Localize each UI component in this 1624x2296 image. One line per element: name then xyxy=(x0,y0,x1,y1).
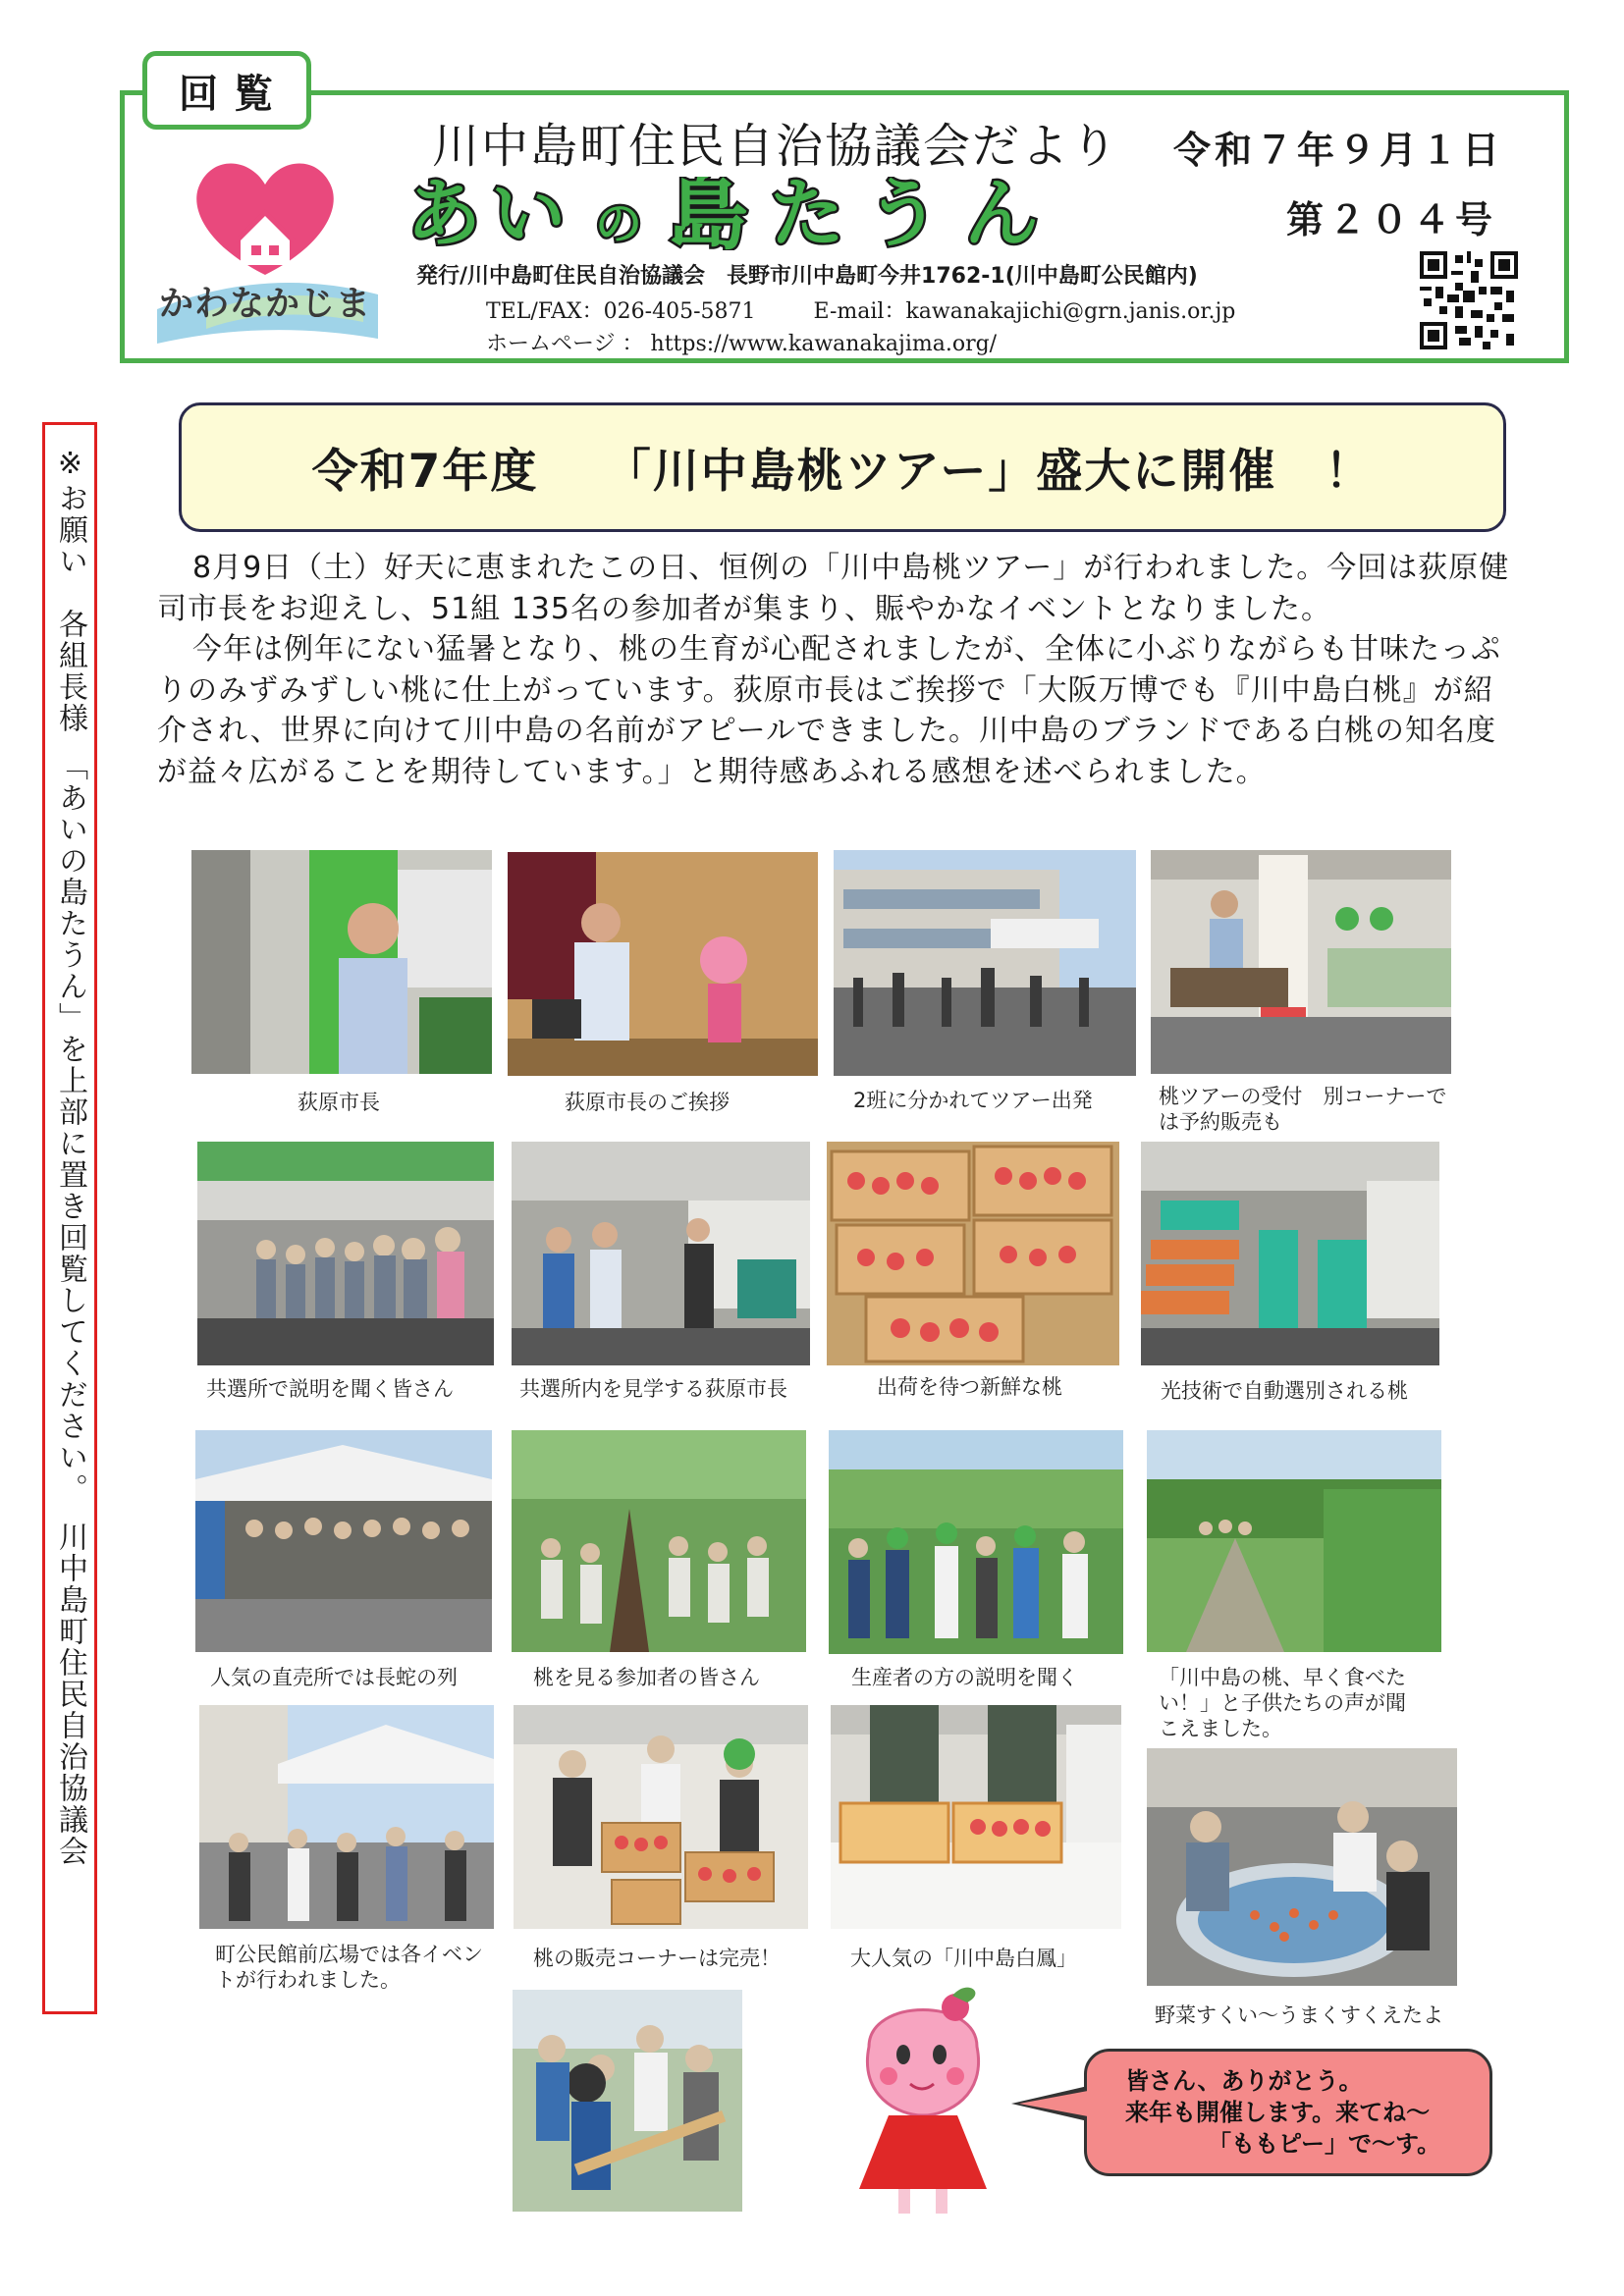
photo-caption: 桃を見る参加者の皆さん xyxy=(533,1666,760,1689)
nameplate-logotype xyxy=(405,177,1259,250)
issue-number: 第２０４号 xyxy=(1286,198,1498,241)
svg-text:ん: ん xyxy=(964,177,1039,250)
svg-text:う: う xyxy=(866,177,941,250)
photo-caption: 出荷を待つ新鮮な桃 xyxy=(877,1375,1062,1399)
issue-date: 令和７年９月１日 xyxy=(1173,129,1504,172)
svg-text:た: た xyxy=(770,177,844,250)
photo-children-orchard xyxy=(1147,1430,1441,1652)
photo-vegetable-scooping xyxy=(1147,1748,1457,1986)
svg-text:島: 島 xyxy=(668,177,749,250)
photo-caption: 光技術で自動選別される桃 xyxy=(1161,1379,1408,1403)
article-paragraph-2: 今年は例年にない猛暑となり、桃の生育が心配されましたが、全体に小ぶりながらも甘味たっぷりのみずみずしい桃に仕上がっています。荻原市長はご挨拶で「大阪万博でも『川中島白桃』が紹介され、世界に向けて川中島の名前がアピールできました。川中島のブランドである白桃の知名度が益々広がることを期待しています。」と期待感あふれる感想を述べられました。 xyxy=(157,632,1501,789)
photo-mayor-greeting xyxy=(508,852,818,1076)
photo-optical-sorting xyxy=(1141,1142,1439,1365)
photo-caption: 「川中島の桃、早く食べたい！」と子供たちの声が聞こえました。 xyxy=(1159,1666,1406,1740)
photo-reception xyxy=(1151,850,1451,1074)
momopi-mascot-icon xyxy=(830,1978,1016,2223)
photo-caption: 共選所内を見学する荻原市長 xyxy=(519,1377,787,1401)
kawanakajima-logo xyxy=(147,137,383,353)
photo-hakuho-peaches xyxy=(831,1705,1121,1929)
email-link[interactable]: E-mail：kawanakajichi@grn.janis.or.jp xyxy=(813,299,1236,324)
photo-mayor-touring-center xyxy=(512,1142,810,1365)
tel-fax: TEL/FAX：026-405-5871 xyxy=(486,299,756,324)
article-body xyxy=(157,548,1522,792)
photo-caption: 2班に分かれてツアー出発 xyxy=(853,1089,1093,1112)
photo-direct-sales-queue xyxy=(195,1430,492,1652)
article-paragraph-1: 8月9日（土）好天に恵まれたこの日、恒例の「川中島桃ツアー」が行われました。今回は荻原健司市長をお迎えし、51組 135名の参加者が集まり、賑やかなイベントとなりました。 xyxy=(157,551,1510,626)
speech-bubble-tail-fill xyxy=(1019,2091,1088,2116)
circulation-tab: 回覧 xyxy=(142,51,311,130)
photo-caption: 荻原市長 xyxy=(298,1091,380,1114)
article-title: 令和7年度 「川中島桃ツアー」盛大に開催 ！ xyxy=(179,402,1506,532)
photo-caption: 人気の直売所では長蛇の列 xyxy=(210,1666,458,1689)
contact-line xyxy=(486,294,1235,325)
photo-plaza-events xyxy=(199,1705,494,1929)
bubble-line-3: 「ももピー」で～す。 xyxy=(1208,2130,1441,2158)
svg-text:い: い xyxy=(491,177,566,250)
photo-caption: 荻原市長のご挨拶 xyxy=(565,1091,730,1114)
photo-grower-explanation xyxy=(829,1430,1123,1654)
bubble-line-1: 皆さん、ありがとう。 xyxy=(1125,2067,1363,2095)
speech-bubble-text xyxy=(1125,2065,1440,2160)
photo-kids-event xyxy=(513,1990,742,2212)
svg-text:の: の xyxy=(595,196,643,250)
photo-fresh-peaches xyxy=(827,1142,1119,1365)
qr-code-icon[interactable] xyxy=(1420,251,1518,349)
photo-sorting-center-briefing xyxy=(197,1142,494,1365)
photo-viewing-peaches xyxy=(512,1430,806,1652)
publisher-info: 発行/川中島町住民自治協議会 長野市川中島町今井1762-1(川中島町公民館内) xyxy=(416,264,1198,289)
photo-caption: 生産者の方の説明を聞く xyxy=(851,1666,1078,1689)
photo-caption: 共選所で説明を聞く皆さん xyxy=(206,1377,454,1401)
logo-text: かわなかじま xyxy=(158,285,371,324)
photo-caption: 大人気の「川中島白鳳」 xyxy=(850,1947,1077,1970)
photo-peach-sales-corner xyxy=(514,1705,808,1929)
bubble-line-2: 来年も開催します。来てね～ xyxy=(1125,2099,1431,2126)
photo-caption: 桃ツアーの受付 別コーナーでは予約販売も xyxy=(1159,1085,1447,1134)
photo-caption: 野菜すくい～うまくすくえたよ xyxy=(1155,2003,1443,2027)
photo-tour-departure xyxy=(834,850,1136,1076)
homepage-link[interactable]: ホームページ ： https://www.kawanakajima.org/ xyxy=(486,332,998,356)
newsletter-org-title: 川中島町住民自治協議会だより xyxy=(432,119,1120,174)
photo-caption: 町公民館前広場では各イベントが行われました。 xyxy=(215,1943,483,1992)
photo-caption: 桃の販売コーナーは完売！ xyxy=(533,1947,781,1970)
circulation-request-note: ※お願い 各組長様 「あいの島たうん」を上部に置き回覧してください。 川中島町住民自治協議会 xyxy=(42,422,97,2014)
svg-text:あ: あ xyxy=(406,177,481,250)
photo-mayor xyxy=(191,850,492,1074)
